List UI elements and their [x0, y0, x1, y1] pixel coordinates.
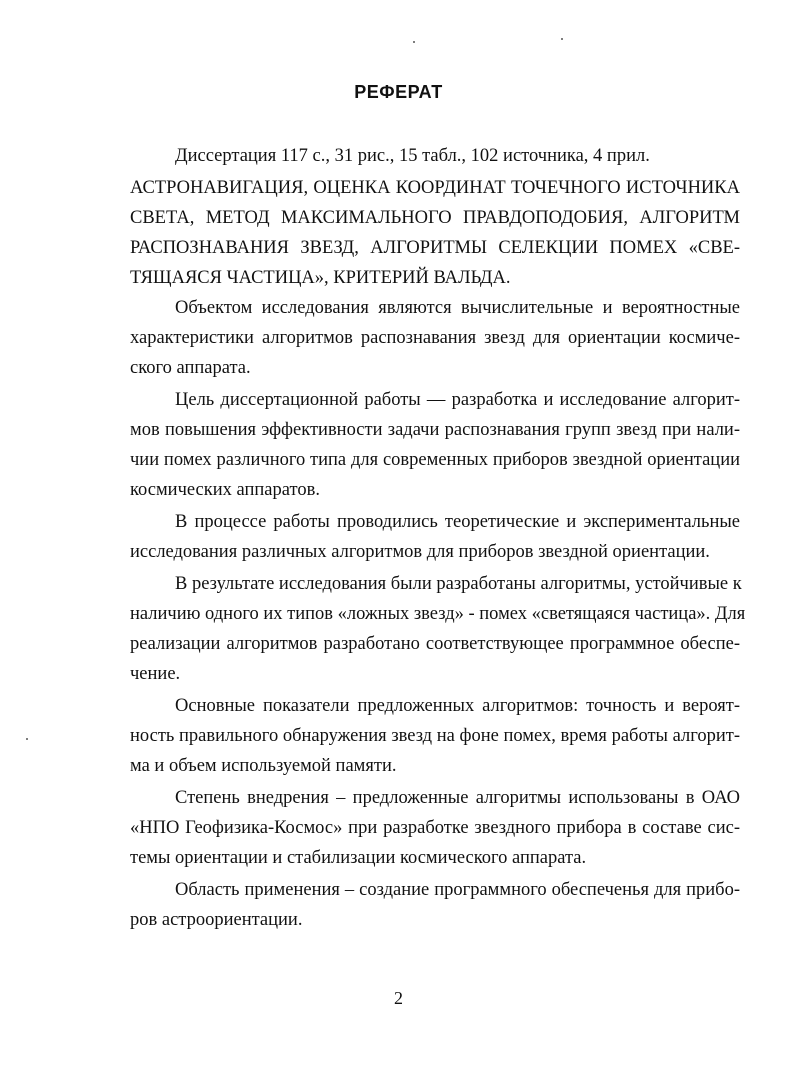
abstract-line: Цель диссертационной работы — разработка и исследование алгорит- — [175, 390, 740, 410]
abstract-line: чии помех различного типа для современных приборов звездной ориентации — [130, 450, 740, 470]
abstract-line: Диссертация 117 с., 31 рис., 15 табл., 102 источника, 4 прил. — [175, 146, 650, 166]
abstract-line: АСТРОНАВИГАЦИЯ, ОЦЕНКА КООРДИНАТ ТОЧЕЧНОГО ИСТОЧНИКА — [130, 178, 740, 198]
abstract-line: исследования различных алгоритмов для приборов звездной ориентации. — [130, 542, 710, 562]
abstract-line: ность правильного обнаружения звезд на фоне помех, время работы алгорит- — [130, 726, 740, 746]
abstract-line: Объектом исследования являются вычислительные и вероятностные — [175, 298, 740, 318]
scan-speck — [413, 41, 415, 43]
abstract-line: ров астроориентации. — [130, 910, 303, 930]
abstract-line: темы ориентации и стабилизации космического аппарата. — [130, 848, 587, 868]
scan-speck — [26, 738, 28, 740]
abstract-line: РАСПОЗНАВАНИЯ ЗВЕЗД, АЛГОРИТМЫ СЕЛЕКЦИИ ПОМЕХ «СВЕ- — [130, 238, 740, 258]
abstract-line: СВЕТА, МЕТОД МАКСИМАЛЬНОГО ПРАВДОПОДОБИЯ, АЛГОРИТМ — [130, 208, 740, 228]
scan-speck — [561, 38, 563, 40]
abstract-line: мов повышения эффективности задачи распознавания групп звезд при нали- — [130, 420, 740, 440]
abstract-line: Область применения – создание программного обеспеченья для прибо- — [175, 880, 740, 900]
abstract-line: чение. — [130, 664, 181, 684]
abstract-line: ТЯЩАЯСЯ ЧАСТИЦА», КРИТЕРИЙ ВАЛЬДА. — [130, 268, 511, 288]
abstract-line: «НПО Геофизика-Космос» при разработке звездного прибора в составе сис- — [130, 818, 740, 838]
abstract-line: Степень внедрения – предложенные алгоритмы использованы в ОАО — [175, 788, 740, 808]
abstract-line: реализации алгоритмов разработано соответствующее программное обеспе- — [130, 634, 740, 654]
abstract-line: характеристики алгоритмов распознавания звезд для ориентации космиче- — [130, 328, 740, 348]
abstract-line: Основные показатели предложенных алгоритмов: точность и вероят- — [175, 696, 740, 716]
abstract-line: ского аппарата. — [130, 358, 251, 378]
abstract-line: наличию одного их типов «ложных звезд» - помех «светящаяся частица». Для — [130, 604, 746, 624]
abstract-line: В процессе работы проводились теоретические и экспериментальные — [175, 512, 740, 532]
abstract-line: ма и объем используемой памяти. — [130, 756, 397, 776]
page-title: РЕФЕРАТ — [354, 82, 443, 102]
abstract-line: космических аппаратов. — [130, 480, 320, 500]
page-number: 2 — [394, 988, 403, 1008]
abstract-line: В результате исследования были разработаны алгоритмы, устойчивые к — [175, 574, 742, 594]
